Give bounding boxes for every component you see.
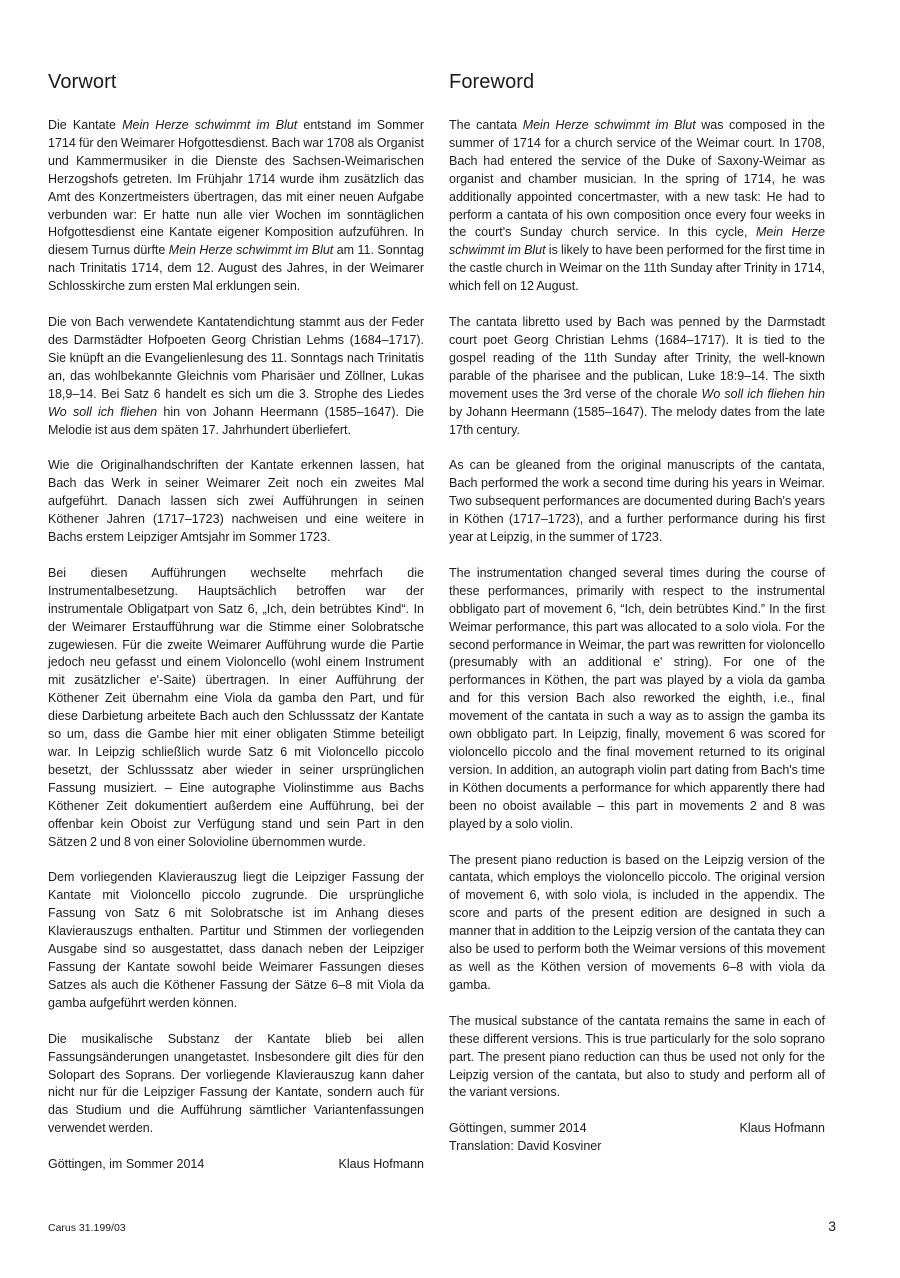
paragraph — [48, 1031, 424, 1138]
italic-title: Mein Herze schwimmt im Blut — [522, 118, 696, 132]
vorwort-place-date: Göttingen, im Sommer 2014 — [48, 1157, 205, 1172]
text-run: Bei diesen Aufführungen wechselte mehrfach die Instrumentalbesetzung. Hauptsächlich betroffen war der instrumentale Obligatpart von Satz 6, „Ich, dein betrübtes Kind“. In der Weimarer Erstaufführung war die Stimme einer Solobratsche zugewiesen. Für die zweite Weimarer Aufführung wurde die Partie jedoch neu gefasst und einem Violoncello (wohl einem Instrument mit zusätzlicher e'-Saite) übertragen. In einer Aufführung der Köthener Zeit übernahm eine Viola da gamba den Part, und für diese Darbietung arbeitete Bach auch den Schlusssatz der Kantate so um, dass die Gambe hier mit einer obligaten Stimme beteiligt war. In Leipzig schließlich wurde Satz 6 mit Violoncello piccolo besetzt, der Schlusssatz aber wieder in seiner ursprünglichen Fassung musiziert. – Eine autographe Violinstimme aus Bachs Köthener Zeit dokumentiert außerdem eine Aufführung, bei der offenbar kein Oboist zur Verfügung stand und sein Part in den Sätzen 2 und 8 von einer Solovioline übernommen wurde. — [48, 565, 424, 849]
paragraph — [449, 852, 825, 995]
text-run: As can be gleaned from the original manuscripts of the cantata, Bach performed the work a second time during his years in Weimar. Two subsequent performances are documented during Bach's years in Köthen (1717–1723), and a further performance during his first year at Leipzig, in the summer of 1723. — [449, 458, 825, 545]
vorwort-author: Klaus Hofmann — [338, 1157, 424, 1172]
italic-title: Wo soll ich fliehen hin — [701, 386, 825, 401]
foreword-title: Foreword — [449, 71, 535, 93]
italic-title: Wo soll ich fliehen — [48, 404, 158, 419]
vorwort-column — [48, 70, 424, 1174]
text-run: The cantata — [449, 118, 523, 132]
page-footer — [48, 1218, 836, 1234]
text-run: Die musikalische Substanz der Kantate blieb bei allen Fassungsänderungen unangetastet. Insbesondere gilt dies für den Solopart des Soprans. Der vorliegende Klavierauszug kann daher nicht nur für die Leipziger Fassung der Kantate, sondern auch für das Studium und die Aufführung sämtlicher Variantenfassungen verwendet werden. — [48, 1031, 424, 1136]
paragraph — [48, 869, 424, 1012]
foreword-body — [449, 117, 825, 1102]
foreword-author: Klaus Hofmann — [739, 1121, 825, 1136]
catalog-number: Carus 31.199/03 — [48, 1222, 126, 1234]
paragraph — [449, 117, 825, 296]
foreword-signature — [449, 1120, 825, 1156]
text-run: am 11. Sonntag nach Trinitatis 1714, dem 12. August des Jahres, in der Weimarer Schlosskirche zum ersten Mal erklungen sein. — [48, 243, 424, 294]
italic-title: Mein Herze schwimmt im Blut — [168, 243, 334, 258]
vorwort-body — [48, 117, 424, 1138]
paragraph — [449, 1013, 825, 1103]
text-run: The cantata libretto used by Bach was penned by the Darmstadt court poet Georg Christian Lehms (1684–1717). It is tied to the gospel reading of the 11th Sunday after Trinity, the well-known parable of the pharisee and the publican, Luke 18:9–14. The sixth movement uses the 3rd verse of the chorale — [449, 315, 825, 401]
text-run: The musical substance of the cantata remains the same in each of these different versions. This is true particularly for the solo soprano part. The present piano reduction can thus be used not only for the Leipzig version of the cantata, but also to study and perform all of the variant versions. — [449, 1013, 825, 1100]
text-run: by Johann Heermann (1585–1647). The melody dates from the late 17th century. — [449, 404, 825, 437]
foreword-column — [449, 70, 825, 1156]
paragraph — [48, 117, 424, 296]
italic-title: Mein Herze schwimmt im Blut — [449, 225, 825, 258]
text-run: Dem vorliegenden Klavierauszug liegt die Leipziger Fassung der Kantate mit Violoncello piccolo zugrunde. Die ursprüngliche Fassung von Satz 6 mit Solobratsche ist im Anhang dieses Klavierauszugs enthalten. Partitur und Stimmen der vorliegenden Ausgabe sind so ausgestattet, dass danach neben der Leipziger Fassung der Kantate sowohl beide Weimarer Fassungen dieses Satzes als auch die Köthener Fassung der Sätze 6–8 mit Viola da gamba aufgeführt werden können. — [48, 870, 424, 1010]
paragraph — [449, 565, 825, 834]
paragraph — [48, 314, 424, 439]
italic-title: Mein Herze schwimmt im Blut — [122, 118, 298, 132]
paragraph — [449, 314, 825, 439]
text-run: entstand im Sommer 1714 für den Weimarer Hofgottesdienst. Bach war 1708 als Organist und Kammermusiker in die Dienste des Sachsen-Weimarischen Herzogshofs getreten. Im Frühjahr 1714 wurde ihm zusätzlich das Amt des Konzertmeisters übertragen, das mit einer neuen Aufgabe verbunden war: Er hatte nun alle vier Wochen im sonntäglichen Hofgottesdienst eine Kantate eigener Komposition aufzuführen. In diesem Turnus dürfte — [48, 118, 425, 258]
vorwort-title: Vorwort — [48, 71, 117, 93]
vorwort-signature — [48, 1156, 424, 1174]
paragraph — [449, 457, 825, 547]
text-run: The instrumentation changed several times during the course of these performances, primarily with respect to the instrumental obbligato part of movement 6, “Ich, dein betrübtes Kind.” In the first Weimar performance, this part was allocated to a solo viola. For the second performance in Weimar, the part was rewritten for violoncello (presumably with an additional e' string). For one of the performances in Köthen, the part was played by a viola da gamba and for this version Bach also reworked the eighth, i.e., final movement of the cantata in such a way as to assign the gamba its own obbligato part. In Leipzig, finally, movement 6 was scored for violoncello piccolo and the final movement returned to its original version. In addition, an autograph violin part dating from Bach's time in Köthen documents a performance for which apparently there had been no oboist available – this part in movements 2 and 8 was played by a solo violin. — [449, 565, 825, 831]
text-run: The present piano reduction is based on the Leipzig version of the cantata, which employs the violoncello piccolo. The original version of movement 6, with solo viola, is included in the appendix. The score and parts of the present edition are designed in such a manner that in addition to the Leipzig version of the cantata they can also be used to perform both the Weimar versions of this movement as well as the Köthen version of movements 6–8 with viola da gamba. — [449, 852, 825, 992]
paragraph — [48, 565, 424, 852]
text-run: Die Kantate — [48, 118, 123, 132]
text-run: is likely to have been performed for the first time in the castle church in Weimar on the 11th Sunday after Trinity in 1714, which fell on 12 August. — [449, 243, 825, 294]
text-run: hin von Johann Heermann (1585–1647). Die Melodie ist aus dem späten 17. Jahrhundert überliefert. — [48, 404, 424, 437]
paragraph — [48, 457, 424, 547]
foreword-translator: Translation: David Kosviner — [449, 1139, 602, 1154]
text-run: was composed in the summer of 1714 for a church service of the Weimar court. In 1708, Bach had entered the service of the Duke of Saxony-Weimar as organist and chamber musician. In the spring of 1714, he was additionally appointed concertmaster, with a new task: He had to perform a cantata of his own composition once every four weeks in the court's Sunday church service. In this cycle, — [449, 118, 825, 240]
text-run: Wie die Originalhandschriften der Kantate erkennen lassen, hat Bach das Werk in seiner Weimarer Zeit noch ein zweites Mal aufgeführt. Danach lassen sich zwei Aufführungen in seinen Köthener Jahren (1717–1723) nachweisen und eine weitere in Bachs erstem Leipziger Amtsjahr im Sommer 1723. — [48, 458, 424, 545]
foreword-place-date: Göttingen, summer 2014 — [449, 1121, 587, 1136]
text-run: Die von Bach verwendete Kantatendichtung stammt aus der Feder des Darmstädter Hofpoeten Georg Christian Lehms (1684–1717). Sie knüpft an die Evangelienlesung des 11. Sonntags nach Trinitatis an, das wohlbekannte Gleichnis vom Pharisäer und Zöllner, Lukas 18,9–14. Bei Satz 6 handelt es sich um die 3. Strophe des Liedes — [48, 315, 424, 401]
page-number: 3 — [828, 1218, 836, 1234]
